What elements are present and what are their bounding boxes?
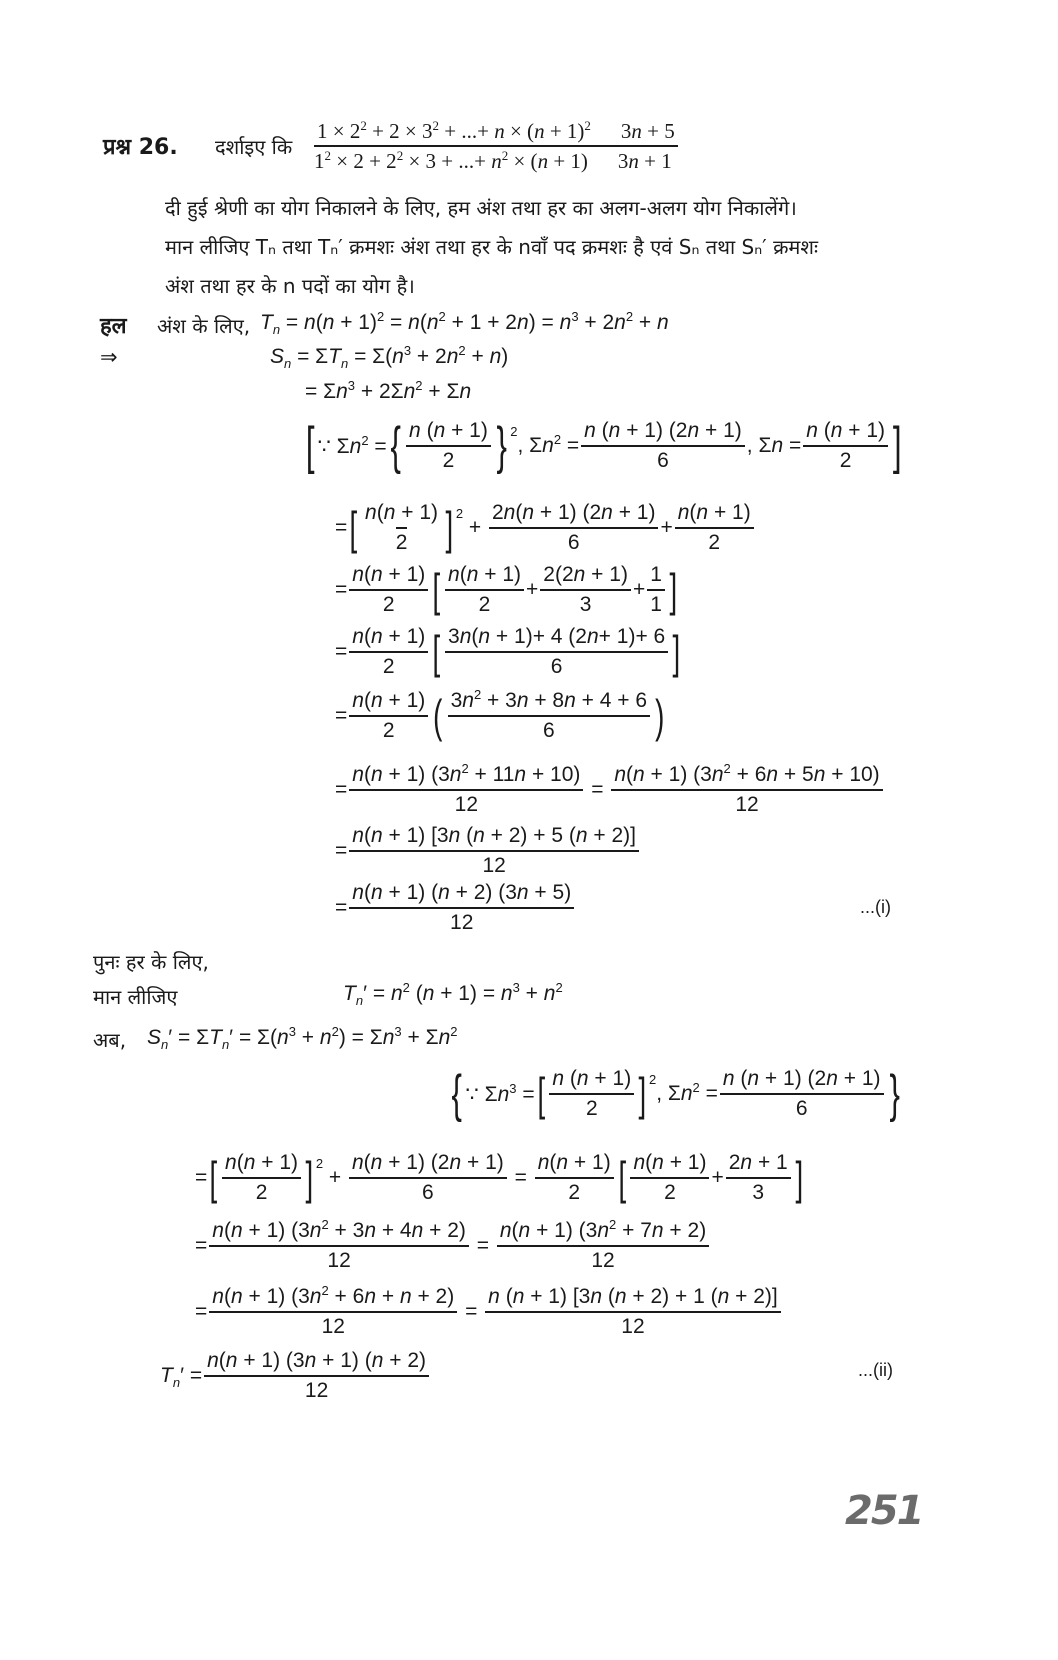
intro-paragraph-line-2: मान लीजिए Tₙ तथा Tₙ′ क्रमशः अंश तथा हर के nवाँ पद क्रमशः है एवं Sₙ तथा Sₙ′ क्रमशः: [165, 235, 819, 259]
equation-step-7-result-i: = $\frac{n(n + 1) (n + 2) (3n + 5)}{12}$: [335, 880, 576, 936]
equation-step-5: = $\frac{n(n + 1) (3n^2 + 11n + 10)}{12}$ = $\frac{n(n + 1) (3n^2 + 6n + 5n + 10)}{12}$: [335, 762, 885, 818]
equation-sum-expansion: = $\Sigma n^3 + 2\Sigma n^2 + \Sigma n$: [305, 378, 472, 403]
equation-tn-prime: $T_n' = n^2$ $(n + 1) = n^3 + n^2$: [343, 980, 563, 1009]
denominator-intro: पुनः हर के लिए,: [93, 950, 209, 974]
identities-bracket-2: { ∵ $\Sigma n^3$ = [ $\frac{n (n + 1)}{2}$ ] $^2$ , $\Sigma n^2$ = $\frac{n (n + 1) (2n + 1)}{6}$ }: [451, 1065, 900, 1123]
equation-step-1: = [ $\frac{n(n + 1)}{2}$ ] $^2$ + $\frac{2n(n + 1) (2n + 1)}{6}$ + $\frac{n(n + 1)}{2}$: [335, 500, 756, 556]
equation2-step-2: = $\frac{n(n + 1) (3n^2 + 3n + 4n + 2)}{12}$ = $\frac{n(n + 1) (3n^2 + 7n + 2)}{12}$: [195, 1218, 711, 1274]
equation2-step-4-result-ii: $T_n'$ = $\frac{n(n + 1) (3n + 1) (n + 2)}{12}$: [160, 1348, 431, 1404]
equation-sn-prime: $S_n' = \Sigma T_n' = \Sigma(n^3 + n^2) = \Sigma n^3 + \Sigma n^2$: [147, 1024, 458, 1053]
let-label: मान लीजिए: [93, 985, 178, 1009]
question-intro: दर्शाइए कि: [215, 135, 293, 159]
numerator-intro: अंश के लिए,: [157, 314, 251, 338]
solution-label: हल: [100, 314, 127, 339]
equation-step-6: = $\frac{n(n + 1) [3n (n + 2) + 5 (n + 2)]}{12}$: [335, 823, 641, 879]
intro-paragraph-line-1: दी हुई श्रेणी का योग निकालने के लिए, हम अंश तथा हर का अलग-अलग योग निकालेंगे।: [165, 196, 797, 220]
equation-sn: $S_n = \Sigma T_n = \Sigma(n^3 + 2n^2 + n)$: [270, 343, 509, 372]
equation-step-4: = $\frac{n(n + 1)}{2}$ ( $\frac{3n^2 + 3n + 8n + 4 + 6}{6}$ ): [335, 687, 665, 742]
equation2-step-3: = $\frac{n(n + 1) (3n^2 + 6n + n + 2)}{12}$ = $\frac{n (n + 1) [3n (n + 2) + 1 (n + 2)]}{12}$: [195, 1284, 783, 1340]
equation2-step-1: = [ $\frac{n(n + 1)}{2}$ ] $^2$ + $\frac{n(n + 1) (2n + 1)}{6}$ = $\frac{n(n + 1)}{2}$ [ $\frac{n(n + 1)}{2}$ + $\frac{2n + 1}{3}$ ]: [195, 1151, 803, 1204]
now-label: अब,: [93, 1028, 127, 1052]
page-number: 251: [845, 1488, 923, 1534]
equation-ref-i: ...(i): [860, 897, 891, 917]
implies-arrow: ⇒: [100, 346, 118, 369]
equation-tn: $T_n = n(n + 1)^2 = n(n^2 + 1 + 2n) = n^3 + 2n^2 + n$: [260, 309, 669, 338]
equation-step-2: = $\frac{n(n + 1)}{2}$ [ $\frac{n(n + 1)}{2}$ + $\frac{2(2n + 1)}{3}$ + $\frac{1}{1}$ ]: [335, 563, 678, 616]
equation-step-3: = $\frac{n(n + 1)}{2}$ [ $\frac{3n(n + 1)+ 4 (2n+ 1)+ 6}{6}$ ]: [335, 625, 681, 678]
question-label: प्रश्न 26.: [103, 135, 178, 160]
equation-ref-ii: ...(ii): [858, 1360, 893, 1380]
identities-bracket: [ ∵ $\Sigma n^2$ = { $\frac{n (n + 1)}{2}$ } $^2$ , $\Sigma n^2$ = $\frac{n (n + 1) (2n + 1)}{6}$ , Σn = $\frac{n (n + 1)}{2}$ ]: [305, 417, 902, 475]
question-equation: $1 \times 2^2 + 2 \times 3^2$ + ...+ $n \times (n + 1)^2$ 3n + 5 $1^2 \times 2 + 2^2 \times 3$ + ...+ $n^2 \times (n + 1)$ 3n + 1: [312, 118, 680, 174]
intro-paragraph-line-3: अंश तथा हर के n पदों का योग है।: [165, 274, 415, 298]
